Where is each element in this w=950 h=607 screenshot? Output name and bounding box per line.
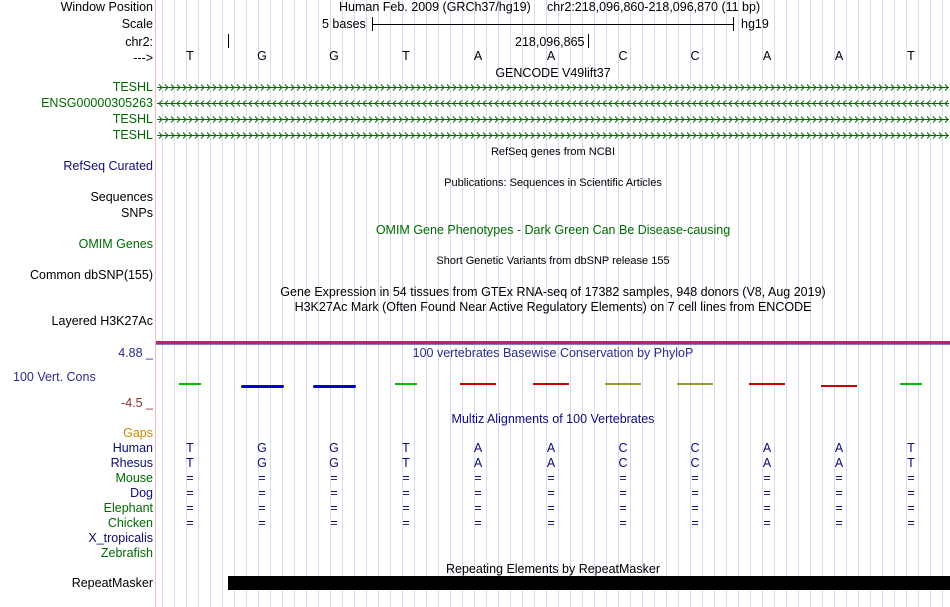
alignment-base: T: [907, 441, 915, 455]
conservation-mark: [677, 383, 713, 385]
omim-track-title: OMIM Gene Phenotypes - Dark Green Can Be Disease-causing: [375, 223, 731, 237]
alignment-base: =: [402, 471, 410, 485]
conservation-track-title: 100 vertebrates Basewise Conservation by PhyloP: [412, 346, 694, 360]
base-letter: C: [690, 49, 700, 63]
species-label[interactable]: X_tropicalis: [88, 531, 153, 545]
gencode-track-title: GENCODE V49lift37: [495, 66, 611, 80]
conservation-mark: [179, 383, 201, 385]
gencode-label-teshl-2[interactable]: TESHL: [112, 112, 153, 126]
alignment-base: =: [907, 516, 915, 530]
gencode-gene-row[interactable]: [157, 83, 949, 92]
alignment-base: C: [618, 456, 628, 470]
alignment-base: A: [546, 456, 556, 470]
h3k27ac-track-title: H3K27Ac Mark (Often Found Near Active Regulatory Elements) on 7 cell lines from ENCODE: [294, 300, 812, 314]
refseq-label[interactable]: RefSeq Curated: [63, 159, 153, 173]
gencode-gene-row[interactable]: [157, 99, 949, 108]
alignment-base: =: [907, 486, 915, 500]
base-letter: A: [834, 49, 844, 63]
alignment-base: =: [547, 501, 555, 515]
species-label[interactable]: Zebrafish: [100, 546, 153, 560]
alignment-base: =: [691, 501, 699, 515]
alignment-base: =: [763, 486, 771, 500]
alignment-base: =: [547, 486, 555, 500]
gencode-label-teshl-1[interactable]: TESHL: [112, 80, 153, 94]
scale-bar-right-tick: [733, 17, 734, 31]
track-label-column: [0, 0, 155, 607]
multiz-track-title: Multiz Alignments of 100 Vertebrates: [451, 412, 655, 426]
alignment-base: =: [474, 516, 482, 530]
assembly-text: Human Feb. 2009 (GRCh37/hg19): [339, 0, 531, 14]
alignment-base: =: [619, 501, 627, 515]
alignment-base: =: [547, 471, 555, 485]
alignment-base: A: [546, 441, 556, 455]
alignment-base: A: [762, 456, 772, 470]
alignment-base: =: [763, 501, 771, 515]
alignment-base: =: [330, 486, 338, 500]
alignment-base: T: [907, 456, 915, 470]
cons-max-label: 4.88 _: [118, 346, 153, 360]
ruler-tick-left: [228, 34, 229, 48]
gencode-label-teshl-3[interactable]: TESHL: [112, 128, 153, 142]
conservation-mark: [533, 383, 569, 385]
base-letter: A: [473, 49, 483, 63]
alignment-base: =: [763, 471, 771, 485]
sequences-label[interactable]: Sequences: [90, 190, 153, 204]
ruler-coordinate: 218,096,865: [515, 35, 585, 49]
repeatmasker-element[interactable]: [228, 576, 950, 590]
alignment-base: =: [258, 516, 266, 530]
species-label[interactable]: Elephant: [103, 501, 153, 515]
gaps-label: Gaps: [123, 426, 153, 440]
scale-label: Scale: [121, 17, 153, 31]
window-position-label: Window Position: [60, 0, 153, 14]
species-label[interactable]: Chicken: [107, 516, 153, 530]
alignment-base: T: [186, 441, 194, 455]
alignment-base: =: [330, 471, 338, 485]
base-letter: G: [257, 49, 267, 63]
dbsnp-label[interactable]: Common dbSNP(155): [30, 268, 153, 282]
scale-db: hg19: [741, 17, 769, 31]
conservation-mark: [900, 383, 922, 385]
dbsnp-track-title: Short Genetic Variants from dbSNP release 155: [436, 255, 670, 267]
species-label[interactable]: Mouse: [115, 471, 153, 485]
gencode-label-ensg[interactable]: ENSG00000305263: [41, 96, 153, 110]
alignment-base: =: [619, 516, 627, 530]
alignment-base: =: [691, 516, 699, 530]
chrom-label: chr2:: [125, 35, 153, 49]
scale-value: 5 bases: [322, 17, 366, 31]
alignment-base: C: [690, 456, 700, 470]
alignment-base: =: [402, 516, 410, 530]
alignment-base: =: [907, 471, 915, 485]
alignment-base: T: [186, 456, 194, 470]
alignment-base: =: [474, 486, 482, 500]
alignment-base: A: [762, 441, 772, 455]
alignment-base: =: [547, 516, 555, 530]
alignment-base: =: [186, 486, 194, 500]
base-letter: A: [546, 49, 556, 63]
alignment-base: G: [329, 456, 339, 470]
alignment-base: =: [763, 516, 771, 530]
alignment-base: A: [473, 441, 483, 455]
alignment-base: =: [691, 486, 699, 500]
snps-label[interactable]: SNPs: [121, 206, 153, 220]
base-letter: A: [762, 49, 772, 63]
conservation-mark: [605, 383, 641, 385]
alignment-base: T: [402, 456, 410, 470]
alignment-base: =: [258, 471, 266, 485]
cons-label[interactable]: 100 Vert. Cons: [13, 370, 96, 384]
conservation-mark: [313, 385, 356, 388]
alignment-base: =: [258, 486, 266, 500]
alignment-base: =: [907, 501, 915, 515]
conservation-mark: [749, 383, 785, 385]
gencode-gene-row[interactable]: [157, 115, 949, 124]
cons-min-label: -4.5 _: [121, 396, 153, 410]
alignment-base: =: [835, 486, 843, 500]
alignment-base: G: [257, 456, 267, 470]
conservation-mark: [241, 385, 284, 388]
refseq-track-title: RefSeq genes from NCBI: [490, 146, 616, 158]
alignment-base: =: [691, 471, 699, 485]
conservation-mark: [395, 383, 417, 385]
base-letter: T: [186, 49, 194, 63]
gtex-track-title: Gene Expression in 54 tissues from GTEx RNA-seq of 17382 samples, 948 donors (V8, Aug 2019): [280, 285, 826, 299]
alignment-base: =: [835, 516, 843, 530]
alignment-base: =: [619, 471, 627, 485]
alignment-base: G: [329, 441, 339, 455]
alignment-base: A: [834, 456, 844, 470]
species-label[interactable]: Rhesus: [110, 456, 153, 470]
alignment-base: =: [402, 486, 410, 500]
alignment-base: =: [186, 471, 194, 485]
conservation-mark: [821, 385, 857, 387]
alignment-base: =: [402, 501, 410, 515]
h3k27ac-signal-baseline: [156, 344, 950, 345]
conservation-mark: [460, 383, 496, 385]
strand-label: --->: [133, 51, 153, 65]
h3k27ac-label[interactable]: Layered H3K27Ac: [51, 314, 153, 328]
base-letter: G: [329, 49, 339, 63]
alignment-base: C: [690, 441, 700, 455]
species-label[interactable]: Human: [112, 441, 153, 455]
alignment-base: =: [619, 486, 627, 500]
alignment-base: C: [618, 441, 628, 455]
alignment-base: G: [257, 441, 267, 455]
scale-bar: [372, 24, 733, 25]
alignment-base: =: [474, 471, 482, 485]
alignment-base: =: [835, 501, 843, 515]
publications-track-title: Publications: Sequences in Scientific Articles: [444, 177, 662, 189]
alignment-base: =: [258, 501, 266, 515]
gencode-gene-row[interactable]: [157, 131, 949, 140]
alignment-base: A: [473, 456, 483, 470]
base-letter: C: [618, 49, 628, 63]
repeatmasker-track-title: Repeating Elements by RepeatMasker: [445, 562, 660, 576]
alignment-base: A: [834, 441, 844, 455]
alignment-base: =: [330, 516, 338, 530]
base-letter: T: [402, 49, 410, 63]
omim-label[interactable]: OMIM Genes: [78, 237, 153, 251]
position-text: chr2:218,096,860-218,096,870 (11 bp): [547, 0, 761, 14]
base-letter: T: [907, 49, 915, 63]
ruler-tick-center: [588, 34, 589, 48]
alignment-base: T: [402, 441, 410, 455]
alignment-base: =: [835, 471, 843, 485]
alignment-base: =: [330, 501, 338, 515]
repeatmasker-label[interactable]: RepeatMasker: [71, 576, 153, 590]
alignment-base: =: [474, 501, 482, 515]
alignment-base: =: [186, 501, 194, 515]
alignment-base: =: [186, 516, 194, 530]
species-label[interactable]: Dog: [130, 486, 153, 500]
